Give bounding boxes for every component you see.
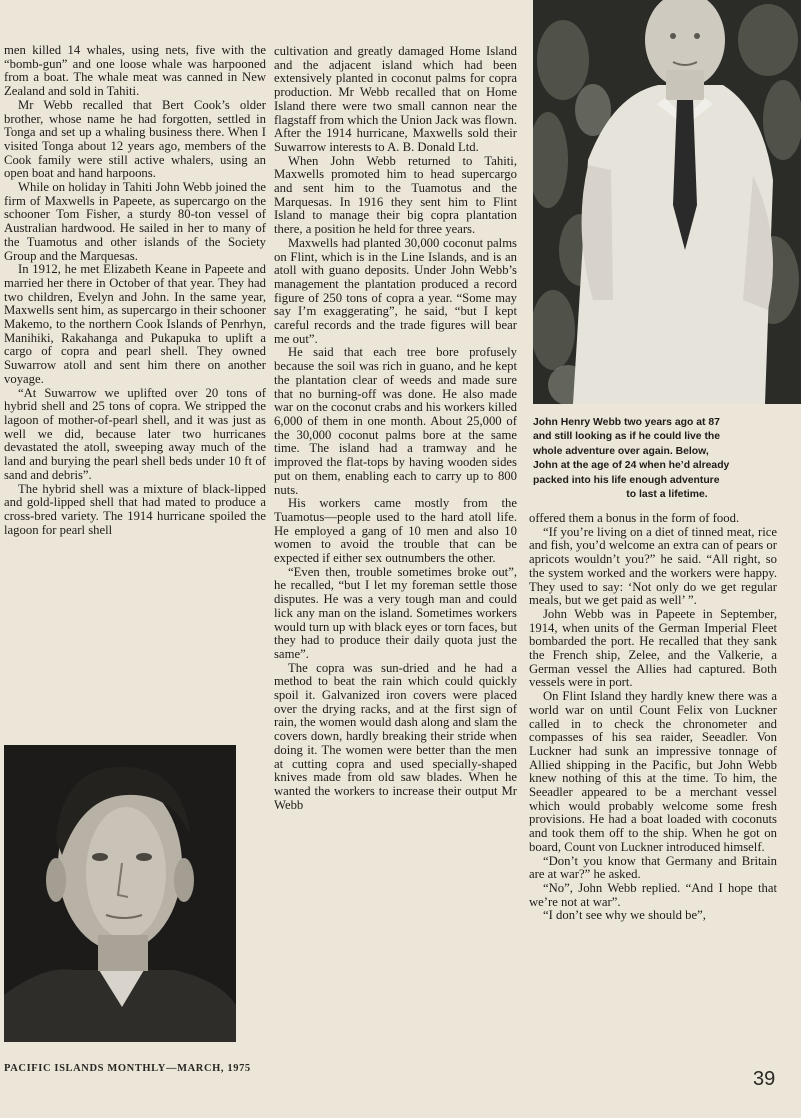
article-column-2 xyxy=(274,45,517,812)
photo-john-webb-at-87 xyxy=(533,0,801,404)
old-man-portrait-image xyxy=(533,0,801,404)
caption-line: John Henry Webb two years ago at 87 xyxy=(533,417,720,428)
article-column-1 xyxy=(4,44,266,537)
paragraph: men killed 14 whales, using nets, five with the “bomb-gun” and one loose whale was harpooned from a boat. The whale meat was canned in New Zealand and sold in Tahiti. xyxy=(4,43,266,99)
paragraph: On Flint Island they hardly knew there was a world war on until Count Felix von Luckner called in to check the chronometer and compasses of his sea raider, Seeadler. Von Luckner had sunk an impressive tonnage of Allied shipping in the Pacific, but John Webb knew nothing of this at the time. To him, the Seeadler appeared to be a merchant vessel which would probably welcome some fresh provisions. He had a boat loaded with coconuts and took them off to the ship. When he got on board, Count von Luckner introduced himself. xyxy=(529,689,777,854)
paragraph: The hybrid shell was a mixture of black-lipped and gold-lipped shell that had mated to produce a cross-bred variety. The 1914 hurricane spoiled the lagoon for pearl shell xyxy=(4,481,266,537)
caption-line: to last a lifetime. xyxy=(626,489,708,501)
paragraph: “I don’t see why we should be”, xyxy=(543,908,706,923)
caption-line: John at the age of 24 when he’d already xyxy=(533,460,730,472)
paragraph: While on holiday in Tahiti John Webb joined the firm of Maxwells in Papeete, as supercargo on the schooner Tom Fisher, a sturdy 80-ton vessel of Australian hardwood. He sailed in her to many of the Tuamotus and other islands of the Society Group and the Marquesas. xyxy=(4,180,266,263)
young-man-portrait-image xyxy=(4,745,236,1042)
paragraph: John Webb was in Papeete in September, 1914, when units of the German Imperial Fleet bombarded the port. He recalled that they sank the French ship, Zelee, and the Valkerie, a German vessel the Allies had captured. Both vessels were in port. xyxy=(529,606,777,690)
paragraph: He said that each tree bore profusely because the soil was rich in guano, and he kept the plantation clear of weeds and made sure that no burning-off was done. He also made war on the coconut crabs and his workers killed 6,000 of them in one month. About 25,000 of the 30,000 coconut palms bore at the same time. The island had a tramway and he improved the flat-tops by having wooden sides put on them, enabling each to carry up to 800 nuts. xyxy=(274,345,517,497)
caption-line: whole adventure over again. Below, xyxy=(533,445,709,457)
paragraph: “At Suwarrow we uplifted over 20 tons of hybrid shell and 25 tons of copra. We stripped the lagoon of mother-of-pearl shell, and it was just as well we did, because later two hurricanes devastated the atoll, sweeping away much of the land and burying the pearl shell beds under 10 ft of sand and debris”. xyxy=(4,385,266,482)
paragraph: “If you’re living on a diet of tinned meat, rice and fish, you’d welcome an extra can of pears or apricots wouldn’t you?” he said. “All right, so the system worked and the workers were happy. They used to say: ‘Not only do we get regular meals, but we get paid as well’ ”. xyxy=(529,524,777,608)
paragraph: offered them a bonus in the form of food. xyxy=(529,511,740,525)
paragraph: Mr Webb recalled that Bert Cook’s older brother, whose name he had forgotten, settled in Tonga and set up a whaling business there. When I visited Tonga about 12 years ago, members of the Cook family were still active whalers, using an open boat and hand harpoons. xyxy=(4,97,266,181)
paragraph: “Don’t you know that Germany and Britain are at war?” he asked. xyxy=(529,853,777,882)
magazine-footer: PACIFIC ISLANDS MONTHLY—MARCH, 1975 xyxy=(4,1063,251,1074)
caption-line: packed into his life enough adventure xyxy=(533,474,720,486)
page-number: 39 xyxy=(753,1068,776,1090)
paragraph: “No”, John Webb replied. “And I hope that we’re not at war”. xyxy=(529,880,777,909)
article-column-3 xyxy=(529,512,777,923)
paragraph: “Even then, trouble sometimes broke out”, he recalled, “but I let my foreman settle those disputes. He was a very tough man and could lick any man on the island. Sometimes workers would turn up with black eyes or torn faces, but they had to produce their daily quota just the same”. xyxy=(274,564,517,661)
paragraph: Maxwells had planted 30,000 coconut palms on Flint, which is in the Line Islands, and is an atoll with guano deposits. Under John Webb’s management the plantation produced a record figure of 250 tons of copra a year. “Some may say I’m exaggerating”, he said, “but I kept careful records and the trade figures will bear me out”. xyxy=(274,235,517,346)
paragraph: When John Webb returned to Tahiti, Maxwells promoted him to head supercargo and sent him to the Tuamotus and the Marquesas. In 1916 they sent him to Flint Island to manage their big copra plantation there, a position he held for three years. xyxy=(274,153,517,237)
paragraph: In 1912, he met Elizabeth Keane in Papeete and married her there in October of that year. They had two children, Evelyn and John. In the same year, Maxwells sent him, as supercargo in their schooner Makemo, to the northern Cook Islands of Penrhyn, Manihiki, Rakahanga and Pukapuka to uplift a cargo of copra and pearl shell. They owned Suwarrow atoll and sent him there on another voyage. xyxy=(4,262,266,386)
paragraph: cultivation and greatly damaged Home Island and the adjacent island which had been extensively planted in coconut palms for copra production. Mr Webb recalled that on Home Island there were two small cannon near the flagstaff from which the Union Jack was flown. After the 1914 hurricane, Maxwells sold their Suwarrow interests to A. B. Donald Ltd. xyxy=(274,44,517,154)
paragraph: The copra was sun-dried and he had a method to beat the rain which could quickly spoil it. Galvanized iron covers were placed over the drying racks, and at the first sign of rain, the women would dash along and slam the covers down, hardly breaking their stride when doing it. The women were better than the men at cutting copra and used specially-shaped knives made from old saw blades. When he wanted the workers to increase their output Mr Webb xyxy=(274,660,517,812)
paragraph: His workers came mostly from the Tuamotus—people used to the hard atoll life. He employed a gang of 10 men and also 10 women to avoid the trouble that can be expected if either sex outnumbers the other. xyxy=(274,496,517,566)
photo-caption xyxy=(533,416,801,502)
photo-john-webb-at-24 xyxy=(4,745,236,1042)
caption-line: and still looking as if he could live the xyxy=(533,431,721,443)
